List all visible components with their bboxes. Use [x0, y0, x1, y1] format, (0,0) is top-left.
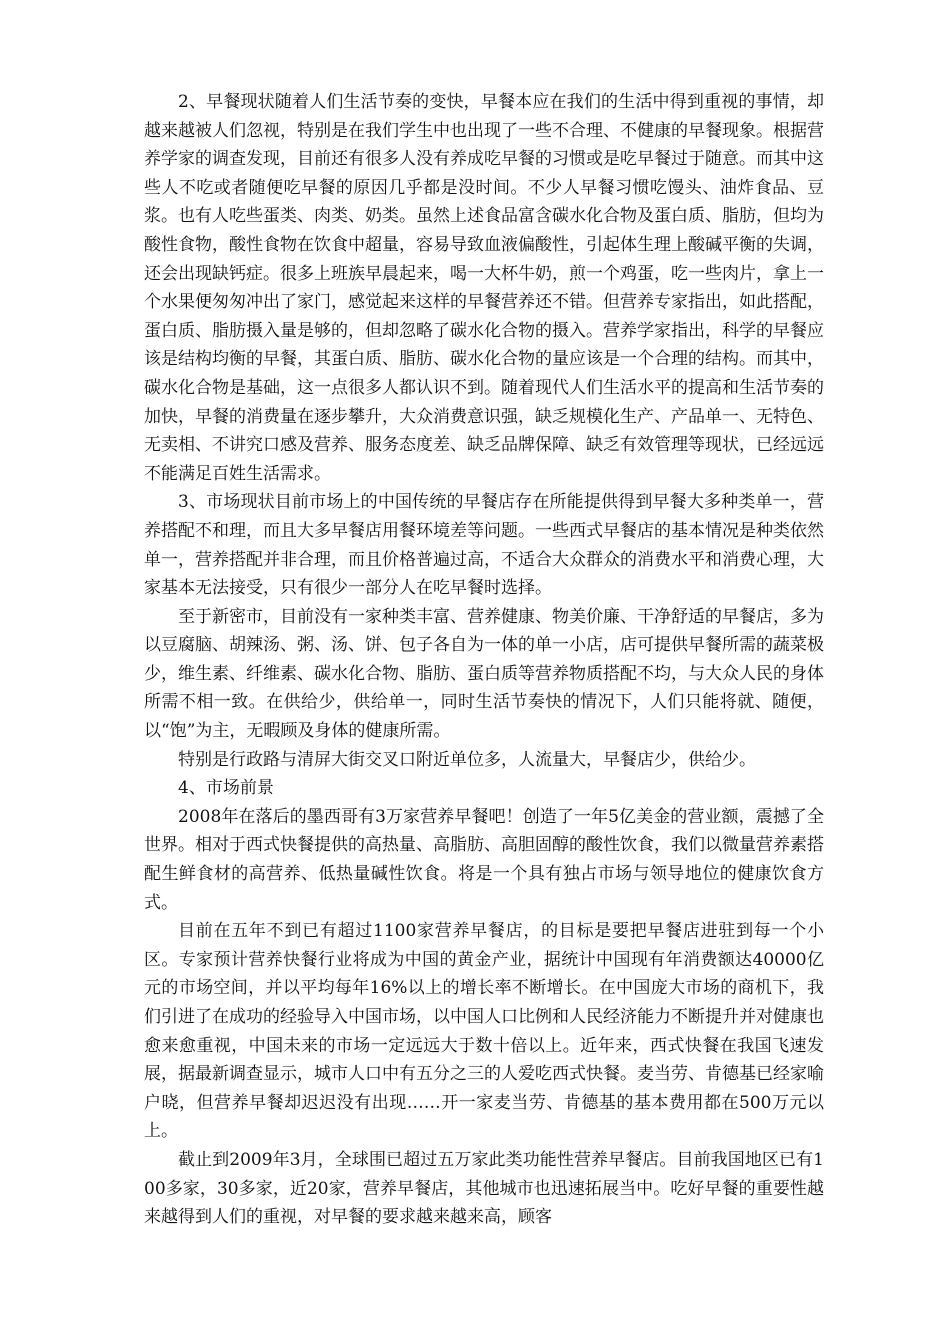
paragraph-breakfast-status: 2、早餐现状随着人们生活节奏的变快，早餐本应在我们的生活中得到重视的事情，却越来越被人们忽视，特别是在我们学生中也出现了一些不合理、不健康的早餐现象。根据营养学家的调查发现，目前还有很多人没有养成吃早餐的习惯或是吃早餐过于随意。而其中这些人不吃或者随便吃早餐的原因几乎都是没时间。不少人早餐习惯吃馒头、油炸食品、豆浆。也有人吃些蛋类、肉类、奶类。虽然上述食品富含碳水化合物及蛋白质、脂肪，但均为酸性食物，酸性食物在饮食中超量，容易导致血液偏酸性，引起体生理上酸碱平衡的失调，还会出现缺钙症。很多上班族早晨起来，喝一大杯牛奶，煎一个鸡蛋，吃一些肉片，拿上一个水果便匆匆冲出了家门，感觉起来这样的早餐营养还不错。但营养专家指出，如此搭配，蛋白质、脂肪摄入量是够的，但却忽略了碳水化合物的摄入。营养学家指出，科学的早餐应该是结构均衡的早餐，其蛋白质、脂肪、碳水化合物的量应该是一个合理的结构。而其中，碳水化合物是基础，这一点很多人都认识不到。随着现代人们生活水平的提高和生活节奏的加快，早餐的消费量在逐步攀升，大众消费意识强，缺乏规模化生产、产品单一、无特色、无卖相、不讲究口感及营养、服务态度差、缺乏品牌保障、缺乏有效管理等现状，已经远远不能满足百姓生活需求。: [144, 92, 824, 484]
paragraph-2009: 截止到2009年3月，全球围已超过五万家此类功能性营养早餐店。目前我国地区已有100多家，30多家，近20家，营养早餐店，其他城市也迅速拓展当中。吃好早餐的重要性越来越得到人们的重视，对早餐的要求越来越来高，顾客: [144, 1149, 824, 1228]
paragraph-five-years: 目前在五年不到已有超过1100家营养早餐店，的目标是要把早餐店进驻到每一个小区。专家预计营养快餐行业将成为中国的黄金产业，据统计中国现有年消费额达40000亿元的市场空间，并以平均每年16%以上的增长率不断增长。在中国庞大市场的商机下，我们引进了在成功的经验导入中国市场，以中国人口比例和人民经济能力不断提升并对健康也愈来愈重视，中国未来的市场一定远远大于数十倍以上。近年来，西式快餐在我国飞速发展，据最新调查显示，城市人口中有五分之三的人爱吃西式快餐。麦当劳、肯德基已经家喻户晓，但营养早餐却迟迟没有出现……开一家麦当劳、肯德基的基本费用都在500万元以上。: [144, 921, 824, 1142]
paragraph-intersection: 特别是行政路与清屏大街交叉口附近单位多，人流量大，早餐店少，供给少。: [178, 749, 756, 770]
paragraph-xinmi-city: 至于新密市，目前没有一家种类丰富、营养健康、物美价廉、干净舒适的早餐店，多为以豆腐脑、胡辣汤、粥、汤、饼、包子各自为一体的单一小店，店可提供早餐所需的蔬菜极少，维生素、纤维素、碳水化合物、脂肪、蛋白质等营养物质搭配不均，与大众人民的身体所需不相一致。在供给少，供给单一，同时生活节奏快的情况下，人们只能将就、随便，以“饱”为主，无暇顾及身体的健康所需。: [144, 606, 824, 742]
document-page: [144, 88, 824, 1232]
paragraph-market-status: 3、市场现状目前市场上的中国传统的早餐店存在所能提供得到早餐大多种类单一，营养搭配不和理，而且大多早餐店用餐环境差等问题。一些西式早餐店的基本情况是种类依然单一，营养搭配并非合理，而且价格普遍过高，不适合大众群众的消费水平和消费心理，大家基本无法接受，只有很少一部分人在吃早餐时选择。: [144, 492, 824, 599]
section-heading-market-outlook: 4、市场前景: [178, 778, 274, 799]
paragraph-mexico: 2008年在落后的墨西哥有3万家营养早餐吧！创造了一年5亿美金的营业额，震撼了全世界。相对于西式快餐提供的高热量、高脂肪、高胆固醇的酸性饮食，我们以微量营养素搭配生鲜食材的高营养、低热量碱性饮食。将是一个具有独占市场与领导地位的健康饮食方式。: [144, 806, 824, 913]
